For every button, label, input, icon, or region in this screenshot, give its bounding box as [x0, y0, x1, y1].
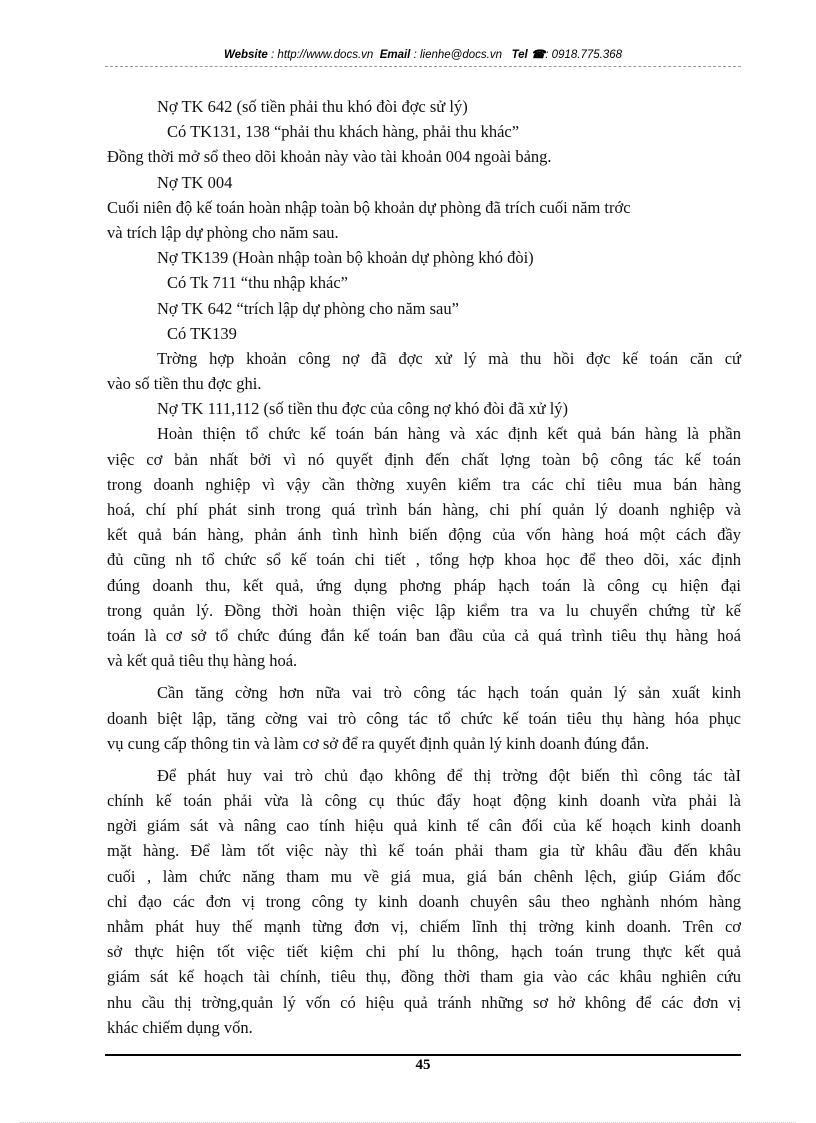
text-line: chỉ đạo các đơn vị trong công ty kinh doanh chuyên sâu theo nghành nhóm hàng — [107, 891, 741, 911]
text-line: trong doanh nghiệp vì vậy cần thờng xuyên kiểm tra các chỉ tiêu mua bán hàng — [107, 474, 741, 494]
text-line: Hoàn thiện tổ chức kế toán bán hàng và xác định kết quả bán hàng là phần — [157, 424, 741, 444]
text-line: kết quả bán hàng, phản ánh tình hình biến động của vốn hàng hoá một cách đầy — [107, 525, 741, 545]
text-line: Có Tk 711 “thu nhập khác” — [167, 273, 349, 293]
footer-divider — [105, 1054, 741, 1056]
text-line: Nợ TK 642 “trích lập dự phòng cho năm sau” — [157, 298, 459, 318]
text-line: Nợ TK 111,112 (số tiền thu đợc của công nợ khó đòi đã xử lý) — [157, 399, 569, 419]
text-line: Có TK139 — [167, 323, 237, 343]
text-line: trong quản lý. Đồng thời hoàn thiện việc lập kiểm tra va lu chuyển chứng từ kế — [107, 600, 741, 620]
text-line: và kết quả tiêu thụ hàng hoá. — [107, 651, 298, 671]
text-line: và trích lập dự phòng cho năm sau. — [107, 222, 339, 242]
header-divider — [105, 66, 741, 67]
website-label: Website — [223, 49, 268, 61]
email-label: Email — [379, 49, 411, 61]
text-line: Trờng hợp khoản công nợ đã đợc xử lý mà thu hồi đợc kế toán căn cứ — [157, 348, 741, 368]
tel-label: Tel — [511, 49, 528, 61]
email-address[interactable]: : lienhe@docs.vn — [413, 49, 502, 61]
text-line: cuối , làm chức năng tham mu về giá mua, giá bán chênh lệch, giúp Giám đốc — [107, 866, 741, 886]
text-line: Có TK131, 138 “phải thu khách hàng, phải thu khác” — [167, 122, 520, 142]
text-line: Nợ TK 004 — [157, 172, 233, 192]
text-line: ngời giám sát và nâng cao tính hiệu quả kinh tế cân đối của kế hoạch kinh doanh — [107, 816, 741, 836]
text-line: Cần tăng cờng hơn nữa vai trò công tác hạch toán quản lý sản xuất kinh — [157, 683, 741, 703]
text-line: Đồng thời mở sổ theo dõi khoản này vào tài khoản 004 ngoài bảng. — [107, 147, 552, 167]
text-line: hoá, chí phí phát sinh trong quá trình bán hàng, chi phí quản lý doanh nghiệp và — [107, 500, 741, 519]
telephone-icon: ☎ — [530, 49, 546, 61]
document-body — [107, 94, 741, 1040]
text-line: Cuối niên độ kế toán hoàn nhập toàn bộ khoản dự phòng đã trích cuối năm trớc — [107, 197, 631, 217]
text-line: Để phát huy vai trò chủ đạo không để thị trờng đột biến thì công tác tàI — [157, 765, 741, 785]
text-line: vụ cung cấp thông tin và làm cơ sở để ra quyết định quản lý kinh doanh đúng đắn. — [107, 733, 650, 753]
text-line: nhu cầu thị trờng,quản lý vốn có hiệu quả tránh những sơ hở không để các đơn vị — [107, 992, 741, 1012]
text-line: mặt hàng. Để làm tốt việc này thì kế toán phải tham gia từ khâu đầu đến khâu — [107, 841, 741, 861]
text-line: nhằm phát huy thế mạnh từng đơn vị, chiếm lĩnh thị trờng kinh doanh. Trên cơ — [107, 917, 741, 936]
text-line: chính kế toán phải vừa là công cụ thúc đẩy hoạt động kinh doanh vừa phải là — [107, 791, 741, 811]
text-line: Nợ TK139 (Hoàn nhập toàn bộ khoản dự phòng khó đòi) — [157, 248, 534, 268]
text-line: việc cơ bản nhất bởi vì nó quyết định đến chất lợng toàn bộ công tác kế toán — [107, 449, 741, 469]
text-line: giám sát kế hoạch tài chính, tiêu thụ, đồng thời tham gia vào các khâu nghiên cứu — [107, 967, 741, 987]
text-line: đúng doanh thu, kết quả, ứng dụng phơng pháp hạch toán là công cụ hiện đại — [107, 575, 741, 595]
text-line: vào số tiền thu đợc ghi. — [107, 374, 262, 394]
tel-number: : 0918.775.368 — [545, 49, 623, 61]
website-url[interactable]: : http://www.docs.vn — [271, 49, 374, 61]
text-line: toán là cơ sở tổ chức đúng đắn kế toán ban đầu của cả quá trình tiêu thụ hàng hoá — [107, 625, 741, 645]
text-line: sở thực hiện tốt việc tiết kiệm chi phí lu thông, hạch toán trung thực kết quả — [107, 942, 741, 962]
document-header — [105, 47, 741, 61]
text-line: doanh biệt lập, tăng cờng vai trò công tác tổ chức kế toán tiêu thụ hàng hóa phục — [107, 708, 741, 728]
text-line: đủ cũng nh tổ chức sổ kế toán chi tiết , tổng hợp khoa học để theo dõi, xác định — [107, 550, 741, 570]
text-line: Nợ TK 642 (số tiền phải thu khó đòi đợc sử lý) — [157, 97, 468, 116]
text-line: khác chiếm dụng vốn. — [107, 1017, 253, 1037]
page-number: 45 — [415, 1057, 431, 1073]
